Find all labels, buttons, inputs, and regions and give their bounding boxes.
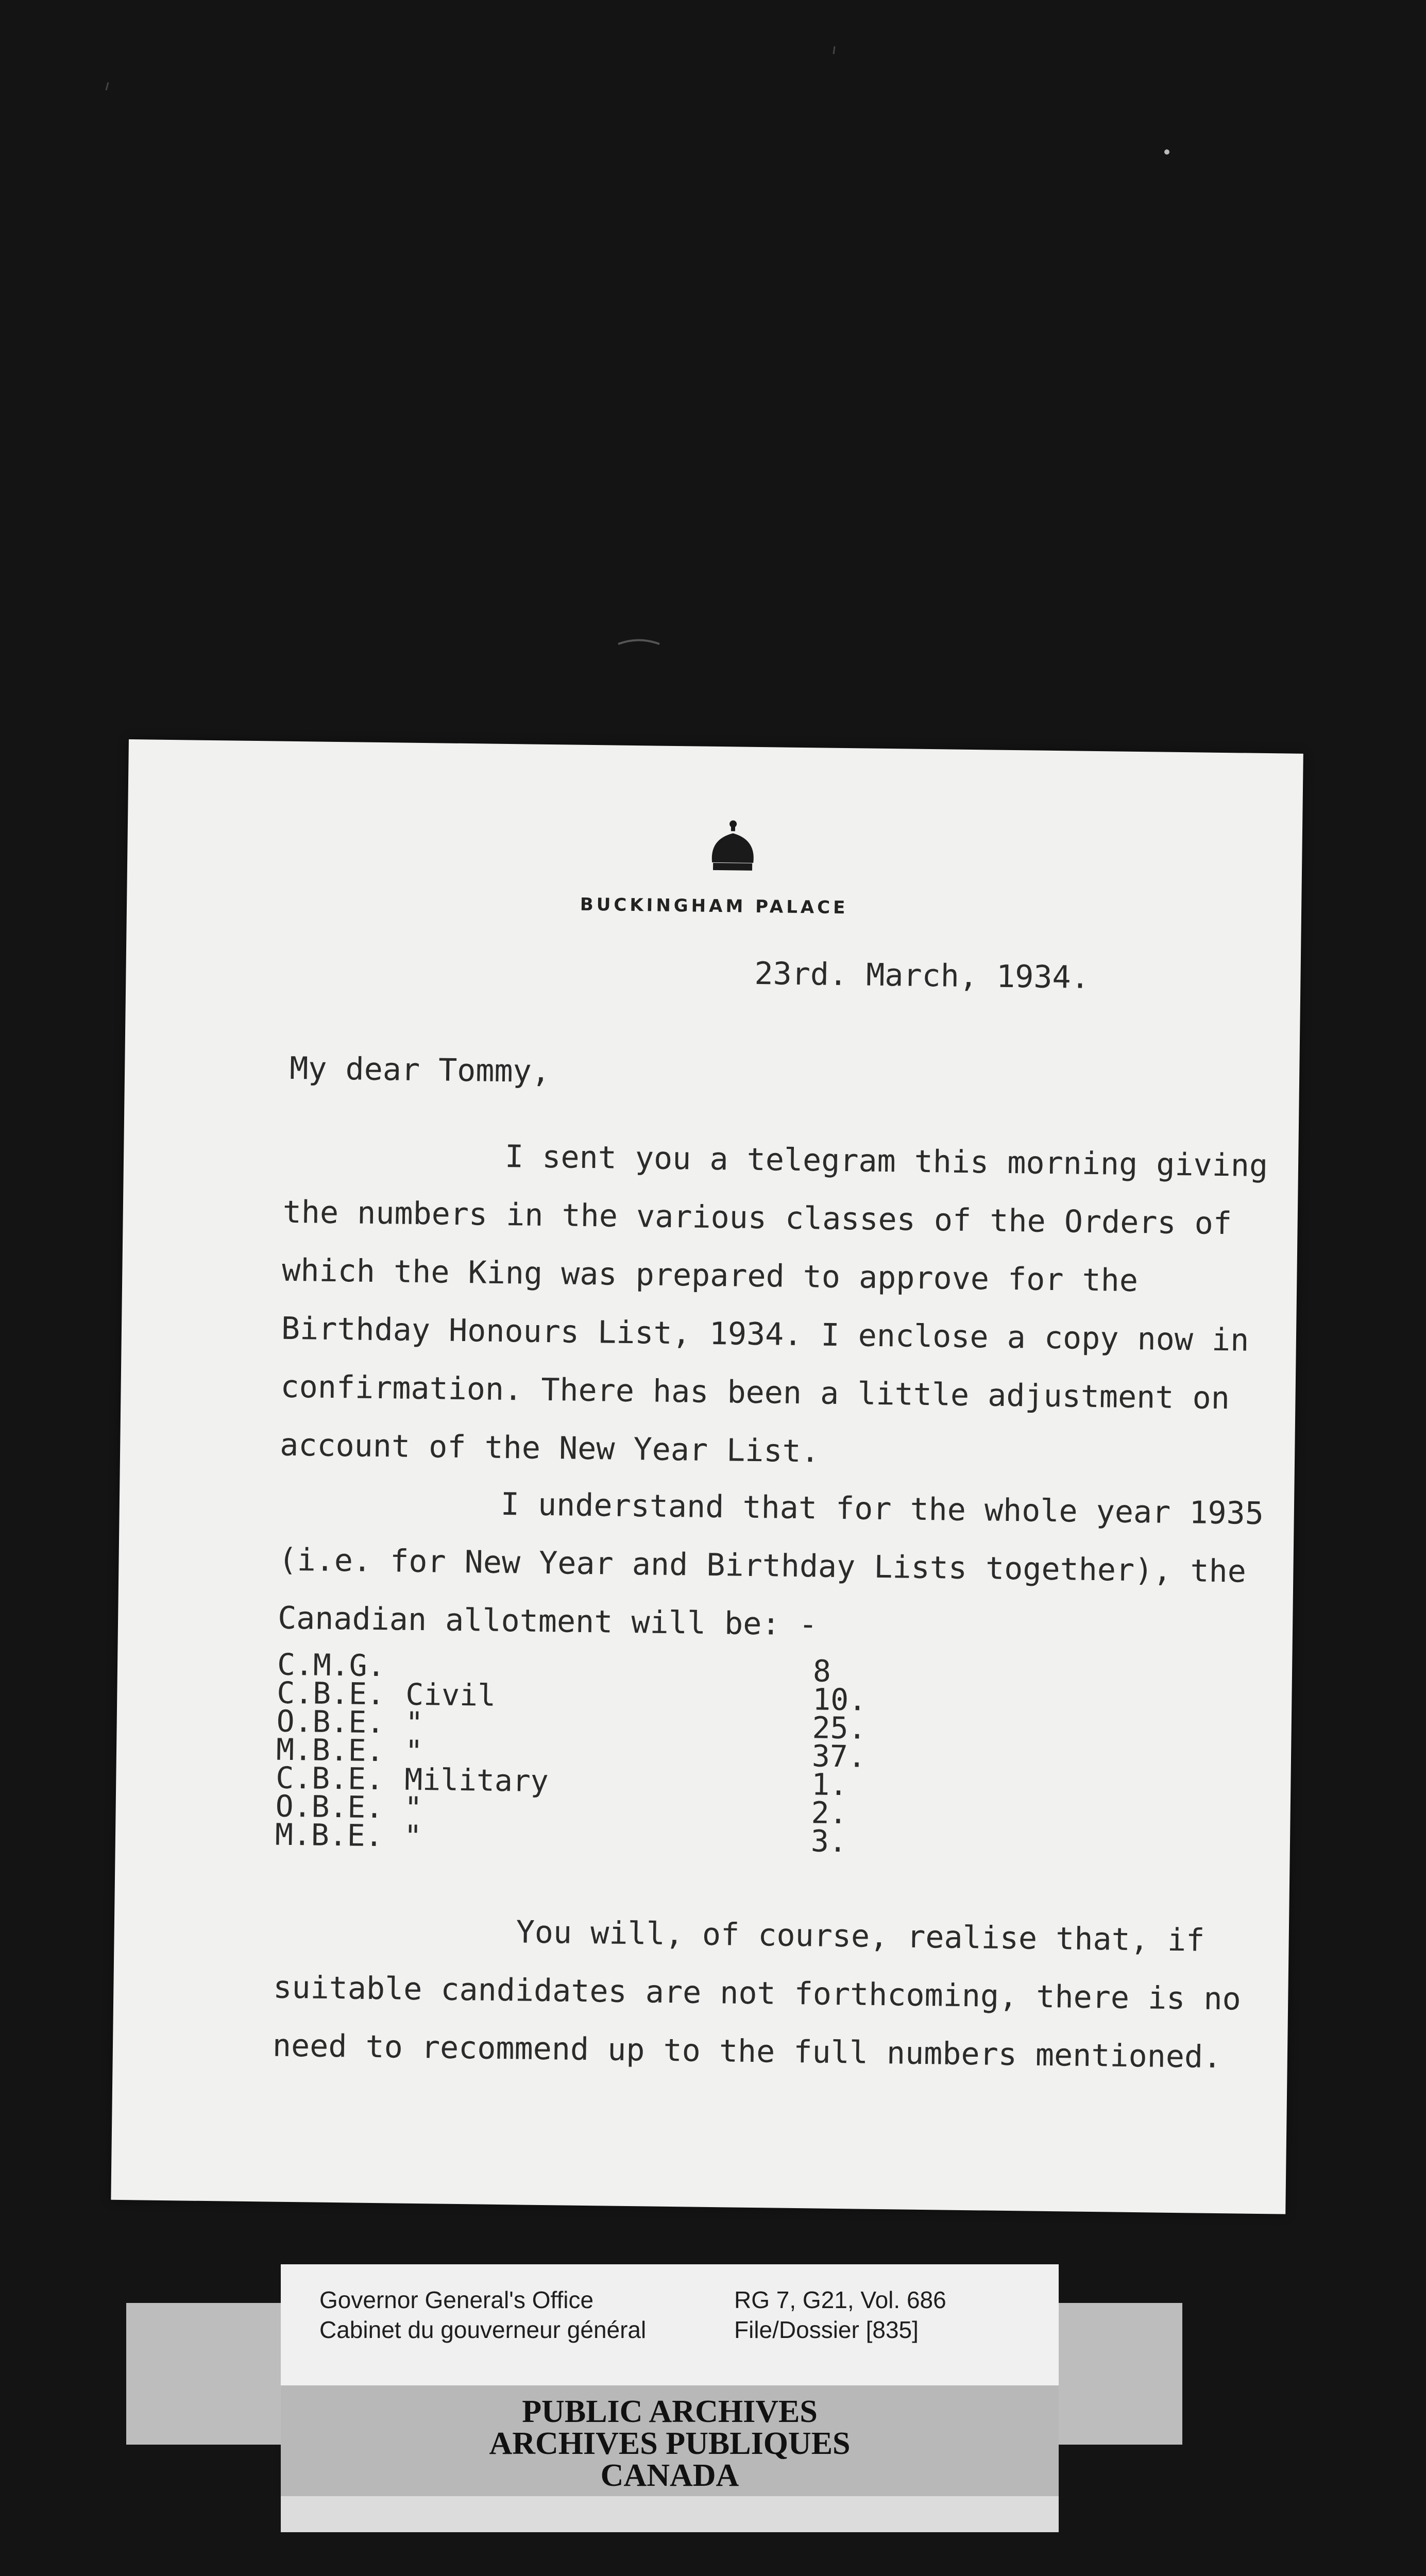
allotment-number: 1.: [811, 1767, 848, 1803]
allotment-qualifier: ": [404, 1790, 423, 1826]
letterhead: BUCKINGHAM PALACE: [580, 894, 848, 919]
allotment-number: 2.: [811, 1795, 847, 1831]
allotment-order: M.B.E.: [276, 1732, 384, 1769]
allotment-order: M.B.E.: [275, 1817, 383, 1854]
allotment-order: O.B.E.: [276, 1703, 385, 1740]
allotment-number: 37.: [811, 1738, 867, 1774]
letter-date: 23rd. March, 1934.: [754, 955, 1090, 996]
paragraph-closing: You will, of course, realise that, if suitable candidates are not forthcoming, there is no need to recommend up to the full numbers mentioned.: [272, 1914, 1242, 2076]
stamp-line-2: ARCHIVES PUBLIQUES: [489, 2426, 851, 2461]
letter-sheet: [111, 739, 1303, 2214]
salutation: My dear Tommy,: [289, 1050, 551, 1090]
film-dust-specks: [0, 0, 1426, 721]
allotment-qualifier: ": [404, 1733, 423, 1769]
allotment-qualifier: ": [403, 1818, 422, 1854]
allotment-order: C.B.E.: [276, 1675, 385, 1712]
allotment-order: C.M.G.: [277, 1647, 385, 1684]
paragraph-allotment-intro: I understand that for the whole year 1935 (i.e. for New Year and Birthday Lists together), the Canadian allotment will be: -: [277, 1486, 1264, 1643]
stamp-line-1: PUBLIC ARCHIVES: [522, 2394, 818, 2429]
allotment-qualifier: Civil: [405, 1676, 496, 1713]
office-french: Cabinet du gouverneur général: [319, 2316, 647, 2343]
archive-label: [281, 2264, 1059, 2385]
allotment-list: [275, 1647, 896, 1859]
record-group: RG 7, G21, Vol. 686: [734, 2286, 946, 2313]
crown-icon: [707, 819, 759, 876]
paragraph-telegram: I sent you a telegram this morning giving the numbers in the various classes of the Orders of which the King was prepared to approve for the Birthday Honours List, 1934. I enclose a copy now in confirmation. There has been a little adjustment on account of the New Year List.: [279, 1138, 1268, 1470]
allotment-order: O.B.E.: [275, 1788, 384, 1825]
file-number: File/Dossier [835]: [734, 2316, 919, 2343]
allotment-number: 8: [812, 1653, 831, 1689]
allotment-number: 3.: [810, 1823, 847, 1859]
allotment-number: 10.: [812, 1682, 867, 1718]
allotment-qualifier: ": [405, 1705, 424, 1741]
allotment-number: 25.: [812, 1710, 867, 1746]
allotment-qualifier: Military: [404, 1761, 549, 1799]
label-bottom-strip: [281, 2496, 1059, 2532]
archive-reference: [734, 2285, 946, 2345]
allotment-order: C.B.E.: [275, 1760, 384, 1797]
stamp-line-3: CANADA: [600, 2458, 739, 2493]
office-english: Governor General's Office: [319, 2286, 594, 2313]
archive-office: [319, 2285, 646, 2345]
